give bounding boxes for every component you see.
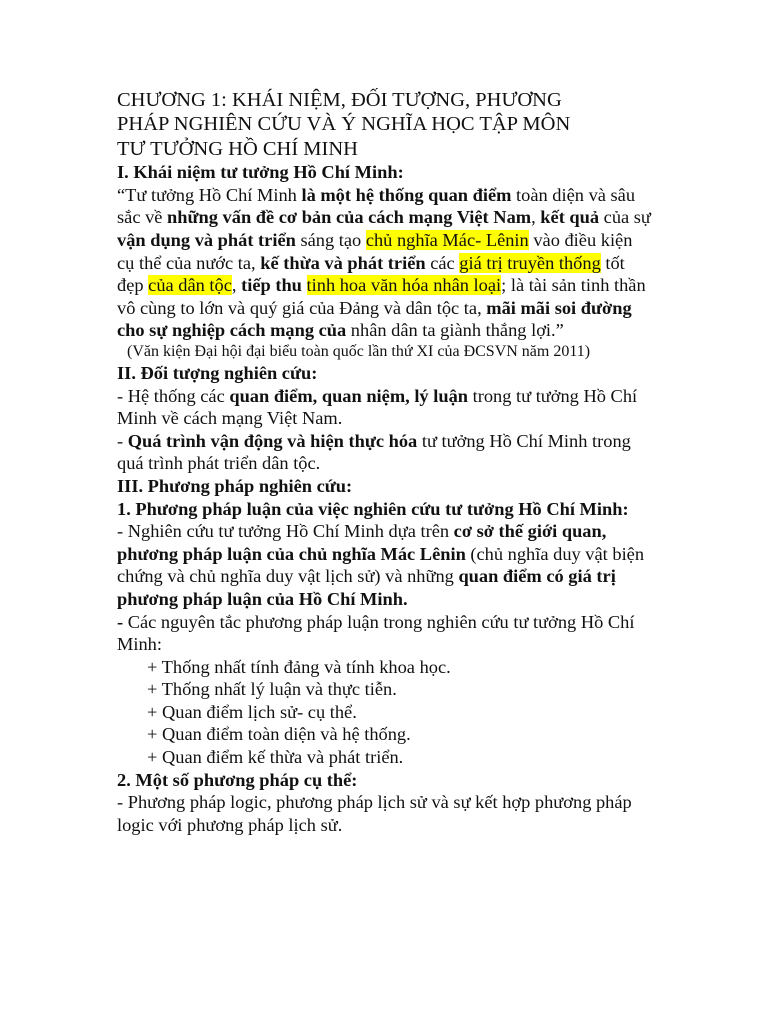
principle-item: + Thống nhất lý luận và thực tiễn. bbox=[147, 679, 397, 700]
chapter-title-line: TƯ TƯỞNG HỒ CHÍ MINH bbox=[117, 137, 358, 160]
subsection-1-heading: 1. Phương pháp luận của việc nghiên cứu tư tưởng Hồ Chí Minh: bbox=[117, 498, 629, 519]
text-run: sáng tạo bbox=[295, 230, 366, 250]
text-run: trong tư tưởng Hồ Chí Minh về cách mạng Việt Nam. bbox=[117, 385, 638, 429]
highlighted-run: tinh hoa văn hóa nhân loại bbox=[306, 275, 502, 296]
principle-item: + Quan điểm toàn diện và hệ thống. bbox=[147, 724, 411, 745]
bold-run: vận dụng và phát triển bbox=[117, 230, 296, 250]
text-run: , bbox=[231, 275, 242, 296]
text-run: các bbox=[425, 252, 460, 273]
bold-run: cơ sở thế giới quan, phương pháp luận của chủ nghĩa Mác Lênin bbox=[117, 521, 607, 564]
chapter-title-line: CHƯƠNG 1: KHÁI NIỆM, ĐỐI TƯỢNG, PHƯƠNG bbox=[117, 89, 562, 111]
bold-run: kết quả bbox=[540, 207, 600, 228]
bold-run: Quá trình vận động và hiện thực hóa bbox=[127, 430, 418, 451]
text-run: tốt đẹp bbox=[117, 252, 625, 296]
principle-item: + Thống nhất tính đảng và tính khoa học. bbox=[147, 656, 451, 677]
text-run: vào điều kiện cụ thể của nước ta, bbox=[117, 230, 633, 273]
text-run: “Tư tưởng Hồ Chí Minh bbox=[117, 184, 302, 205]
section-1-heading: I. Khái niệm tư tưởng Hồ Chí Minh: bbox=[117, 162, 404, 183]
highlighted-run: chủ nghĩa Mác- Lênin bbox=[365, 230, 529, 250]
text-run: - Nghiên cứu tư tưởng Hồ Chí Minh dựa trên bbox=[117, 521, 454, 542]
bold-run: mãi mãi soi đường cho sự nghiệp cách mạng của bbox=[117, 297, 632, 341]
principle-item: + Quan điểm lịch sử- cụ thể. bbox=[147, 701, 357, 722]
bold-run: là một hệ thống quan điểm bbox=[301, 184, 512, 205]
text-run: - Hệ thống các bbox=[117, 385, 230, 406]
section-3-heading: III. Phương pháp nghiên cứu: bbox=[117, 475, 353, 496]
highlighted-run: giá trị truyền thống bbox=[459, 252, 601, 273]
bold-run: những vấn đề cơ bản của cách mạng Việt Nam bbox=[167, 207, 532, 228]
principle-item: + Quan điểm kế thừa và phát triển. bbox=[147, 747, 404, 768]
section-2-heading: II. Đối tượng nghiên cứu: bbox=[117, 362, 318, 383]
chapter-title bbox=[117, 88, 653, 161]
document-body bbox=[117, 88, 653, 836]
text-run: nhân dân ta giành thắng lợi.” bbox=[346, 320, 564, 341]
text-run bbox=[302, 275, 307, 295]
text-run: tư tưởng Hồ Chí Minh trong quá trình phát triển dân tộc. bbox=[117, 430, 631, 474]
bold-run: tiếp thu bbox=[241, 275, 302, 296]
subsection-1-paragraph bbox=[117, 520, 653, 610]
section-1-paragraph bbox=[117, 184, 653, 342]
section-2-item bbox=[117, 430, 653, 475]
subsection-2-paragraph: - Phương pháp logic, phương pháp lịch sử và sự kết hợp phương pháp logic với phương pháp lịch sử. bbox=[117, 792, 632, 835]
text-run: Các nguyên tắc phương pháp luận trong nghiên cứu tư tưởng Hồ Chí Minh: bbox=[117, 611, 635, 655]
text-run: - bbox=[117, 430, 128, 451]
bold-run: quan điểm có giá trị phương pháp luận của Hồ Chí Minh. bbox=[117, 566, 616, 609]
bold-run: quan điểm, quan niệm, lý luận bbox=[229, 385, 468, 406]
highlighted-run: của dân tộc bbox=[148, 275, 232, 296]
principles-intro bbox=[117, 611, 653, 656]
subsection-2-heading: 2. Một số phương pháp cụ thể: bbox=[117, 769, 358, 790]
citation: (Văn kiện Đại hội đại biểu toàn quốc lần thứ XI của ĐCSVN năm 2011) bbox=[127, 342, 591, 360]
bold-run: kế thừa và phát triển bbox=[260, 252, 426, 273]
text-run: ; là tài sản tinh thần vô cùng to lớn và quý giá của Đảng và dân tộc ta, bbox=[117, 275, 646, 318]
section-2-item bbox=[117, 385, 653, 430]
text-run: của sự bbox=[599, 207, 651, 228]
bold-run: - bbox=[117, 611, 124, 632]
chapter-title-line: PHÁP NGHIÊN CỨU VÀ Ý NGHĨA HỌC TẬP MÔN bbox=[117, 113, 571, 136]
text-run: , bbox=[531, 207, 541, 228]
text-run: toàn diện và sâu sắc về bbox=[117, 184, 636, 228]
text-run: (chủ nghĩa duy vật biện chứng và chủ nghĩa duy vật lịch sử) và những bbox=[117, 543, 645, 587]
